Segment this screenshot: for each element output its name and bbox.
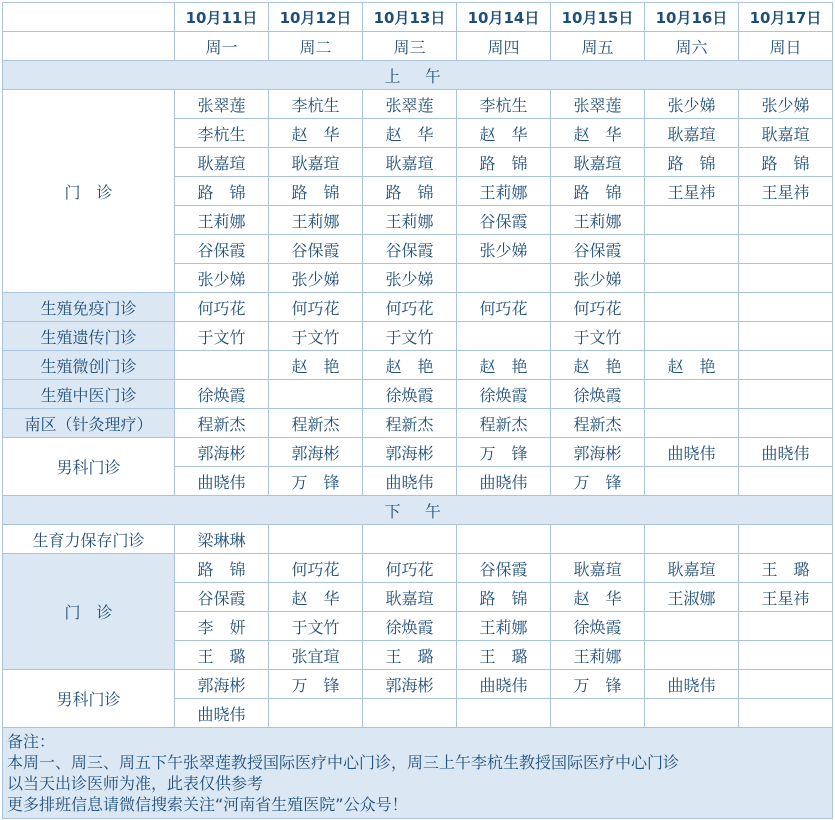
doctor-cell: [363, 525, 457, 554]
doctor-cell: 路 锦: [457, 583, 551, 612]
doctor-cell: 何巧花: [175, 293, 269, 322]
doctor-cell: 徐焕霞: [175, 380, 269, 409]
doctor-cell: [739, 322, 833, 351]
table-row: [3, 525, 833, 554]
doctor-cell: 张少娣: [175, 264, 269, 293]
weekday-header: 周六: [645, 32, 739, 61]
afternoon-title: 下 午: [3, 496, 833, 525]
table-row: [3, 322, 833, 351]
doctor-cell: 王 璐: [175, 641, 269, 670]
doctor-cell: 徐焕霞: [551, 380, 645, 409]
doctor-cell: 耿嘉瑄: [645, 119, 739, 148]
doctor-cell: 于文竹: [551, 322, 645, 351]
date-header: 10月12日: [269, 3, 363, 32]
department-label: 生殖遗传门诊: [3, 322, 175, 351]
doctor-cell: 万 锋: [457, 438, 551, 467]
doctor-cell: 赵 艳: [457, 351, 551, 380]
doctor-cell: 谷保霞: [551, 235, 645, 264]
doctor-cell: 于文竹: [175, 322, 269, 351]
weekday-header: 周五: [551, 32, 645, 61]
doctor-cell: 路 锦: [175, 554, 269, 583]
doctor-cell: 耿嘉瑄: [363, 148, 457, 177]
doctor-cell: [363, 699, 457, 728]
date-header-row: [3, 3, 833, 32]
doctor-cell: 路 锦: [363, 177, 457, 206]
doctor-cell: [739, 409, 833, 438]
schedule-table: [2, 2, 833, 819]
doctor-cell: 曲晓伟: [175, 467, 269, 496]
doctor-cell: 路 锦: [739, 148, 833, 177]
date-header: 10月15日: [551, 3, 645, 32]
doctor-cell: 王星祎: [739, 583, 833, 612]
doctor-cell: 郭海彬: [363, 438, 457, 467]
doctor-cell: [645, 322, 739, 351]
doctor-cell: [645, 612, 739, 641]
doctor-cell: 郭海彬: [269, 438, 363, 467]
afternoon-title-row: [3, 496, 833, 525]
doctor-cell: 谷保霞: [457, 206, 551, 235]
weekday-header: 周四: [457, 32, 551, 61]
remark-line: 更多排班信息请微信搜索关注“河南省生殖医院”公众号！: [7, 795, 408, 814]
date-header: 10月11日: [175, 3, 269, 32]
doctor-cell: 张翠莲: [175, 90, 269, 119]
weekday-header: 周一: [175, 32, 269, 61]
doctor-cell: 王莉娜: [457, 612, 551, 641]
doctor-cell: 谷保霞: [269, 235, 363, 264]
doctor-cell: 万 锋: [269, 467, 363, 496]
doctor-cell: 王 璐: [457, 641, 551, 670]
doctor-cell: [269, 699, 363, 728]
doctor-cell: 赵 艳: [551, 351, 645, 380]
remarks-cell: [3, 728, 833, 819]
doctor-cell: 耿嘉瑄: [269, 148, 363, 177]
doctor-cell: [645, 264, 739, 293]
doctor-cell: [739, 699, 833, 728]
doctor-cell: 赵 艳: [645, 351, 739, 380]
doctor-cell: 耿嘉瑄: [175, 148, 269, 177]
doctor-cell: 赵 艳: [269, 351, 363, 380]
doctor-cell: [739, 612, 833, 641]
doctor-cell: 何巧花: [269, 554, 363, 583]
table-row: [3, 670, 833, 699]
remarks-row: [3, 728, 833, 819]
corner-cell: [3, 3, 175, 32]
morning-title-row: [3, 61, 833, 90]
doctor-cell: 王莉娜: [551, 206, 645, 235]
doctor-cell: [645, 380, 739, 409]
doctor-cell: 耿嘉瑄: [739, 119, 833, 148]
doctor-cell: 李杭生: [269, 90, 363, 119]
doctor-cell: 万 锋: [551, 467, 645, 496]
doctor-cell: 何巧花: [363, 293, 457, 322]
date-header: 10月14日: [457, 3, 551, 32]
doctor-cell: 赵 华: [269, 119, 363, 148]
doctor-cell: 耿嘉瑄: [551, 554, 645, 583]
doctor-cell: 何巧花: [269, 293, 363, 322]
doctor-cell: 赵 艳: [363, 351, 457, 380]
doctor-cell: [551, 525, 645, 554]
doctor-cell: [457, 525, 551, 554]
doctor-cell: 赵 华: [551, 583, 645, 612]
doctor-cell: 赵 华: [363, 119, 457, 148]
doctor-cell: [645, 641, 739, 670]
doctor-cell: 曲晓伟: [175, 699, 269, 728]
doctor-cell: 张少娣: [457, 235, 551, 264]
doctor-cell: 曲晓伟: [645, 670, 739, 699]
doctor-cell: [739, 235, 833, 264]
doctor-cell: [269, 380, 363, 409]
doctor-cell: 梁琳琳: [175, 525, 269, 554]
doctor-cell: [645, 409, 739, 438]
department-label: 生殖微创门诊: [3, 351, 175, 380]
doctor-cell: 程新杰: [175, 409, 269, 438]
weekday-header: 周三: [363, 32, 457, 61]
doctor-cell: 曲晓伟: [645, 438, 739, 467]
doctor-cell: 李杭生: [457, 90, 551, 119]
doctor-cell: 赵 华: [551, 119, 645, 148]
doctor-cell: 耿嘉瑄: [551, 148, 645, 177]
doctor-cell: 路 锦: [457, 148, 551, 177]
doctor-cell: 谷保霞: [457, 554, 551, 583]
doctor-cell: 程新杰: [363, 409, 457, 438]
doctor-cell: 程新杰: [269, 409, 363, 438]
date-header: 10月13日: [363, 3, 457, 32]
doctor-cell: 谷保霞: [175, 235, 269, 264]
morning-title: 上 午: [3, 61, 833, 90]
doctor-cell: 赵 华: [269, 583, 363, 612]
doctor-cell: 万 锋: [269, 670, 363, 699]
doctor-cell: 王 璐: [363, 641, 457, 670]
weekday-header: 周二: [269, 32, 363, 61]
table-row: [3, 90, 833, 119]
doctor-cell: [551, 699, 645, 728]
doctor-cell: [457, 264, 551, 293]
doctor-cell: [645, 206, 739, 235]
doctor-cell: 郭海彬: [551, 438, 645, 467]
doctor-cell: 张翠莲: [551, 90, 645, 119]
doctor-cell: 王星祎: [739, 177, 833, 206]
doctor-cell: 王淑娜: [645, 583, 739, 612]
doctor-cell: 张少娣: [269, 264, 363, 293]
doctor-cell: 王莉娜: [269, 206, 363, 235]
doctor-cell: 程新杰: [551, 409, 645, 438]
department-label: 生殖中医门诊: [3, 380, 175, 409]
doctor-cell: 王莉娜: [457, 177, 551, 206]
table-row: [3, 438, 833, 467]
remark-line: 备注：: [7, 732, 56, 751]
department-label: 生殖免疫门诊: [3, 293, 175, 322]
doctor-cell: 李 妍: [175, 612, 269, 641]
doctor-cell: 张宜瑄: [269, 641, 363, 670]
doctor-cell: [457, 322, 551, 351]
doctor-cell: 徐焕霞: [363, 380, 457, 409]
doctor-cell: 张少娣: [363, 264, 457, 293]
table-row: [3, 554, 833, 583]
doctor-cell: [739, 380, 833, 409]
doctor-cell: 谷保霞: [363, 235, 457, 264]
doctor-cell: [645, 525, 739, 554]
doctor-cell: 路 锦: [551, 177, 645, 206]
doctor-cell: 张翠莲: [363, 90, 457, 119]
doctor-cell: 李杭生: [175, 119, 269, 148]
department-label: 生育力保存门诊: [3, 525, 175, 554]
table-row: [3, 351, 833, 380]
doctor-cell: 曲晓伟: [457, 670, 551, 699]
table-row: [3, 293, 833, 322]
doctor-cell: 路 锦: [175, 177, 269, 206]
doctor-cell: [739, 641, 833, 670]
doctor-cell: 于文竹: [269, 322, 363, 351]
doctor-cell: [175, 351, 269, 380]
doctor-cell: [739, 351, 833, 380]
doctor-cell: 王莉娜: [363, 206, 457, 235]
department-label: 门 诊: [3, 554, 175, 670]
department-label: 门 诊: [3, 90, 175, 293]
doctor-cell: 张少娣: [551, 264, 645, 293]
doctor-cell: 于文竹: [269, 612, 363, 641]
doctor-cell: 曲晓伟: [457, 467, 551, 496]
table-row: [3, 380, 833, 409]
date-header: 10月17日: [739, 3, 833, 32]
doctor-cell: 张少娣: [645, 90, 739, 119]
doctor-cell: [739, 467, 833, 496]
doctor-cell: 万 锋: [551, 670, 645, 699]
doctor-cell: 王 璐: [739, 554, 833, 583]
doctor-cell: [739, 525, 833, 554]
doctor-cell: 郭海彬: [363, 670, 457, 699]
doctor-cell: 路 锦: [645, 148, 739, 177]
doctor-cell: [269, 525, 363, 554]
corner-cell: [3, 32, 175, 61]
doctor-cell: 郭海彬: [175, 670, 269, 699]
doctor-cell: [739, 670, 833, 699]
doctor-cell: [645, 293, 739, 322]
doctor-cell: 徐焕霞: [457, 380, 551, 409]
doctor-cell: 张少娣: [739, 90, 833, 119]
doctor-cell: [739, 293, 833, 322]
doctor-cell: 耿嘉瑄: [645, 554, 739, 583]
doctor-cell: 王莉娜: [551, 641, 645, 670]
doctor-cell: 耿嘉瑄: [363, 583, 457, 612]
doctor-cell: 路 锦: [269, 177, 363, 206]
doctor-cell: 何巧花: [457, 293, 551, 322]
doctor-cell: 赵 华: [457, 119, 551, 148]
weekday-header-row: [3, 32, 833, 61]
doctor-cell: 何巧花: [363, 554, 457, 583]
doctor-cell: 王星祎: [645, 177, 739, 206]
doctor-cell: 于文竹: [363, 322, 457, 351]
department-label: 男科门诊: [3, 438, 175, 496]
remark-line: 本周一、周三、周五下午张翠莲教授国际医疗中心门诊，周三上午李杭生教授国际医疗中心门诊: [7, 753, 680, 772]
doctor-cell: 谷保霞: [175, 583, 269, 612]
doctor-cell: 徐焕霞: [363, 612, 457, 641]
doctor-cell: 曲晓伟: [739, 438, 833, 467]
department-label: 男科门诊: [3, 670, 175, 728]
doctor-cell: 郭海彬: [175, 438, 269, 467]
department-label: 南区（针灸理疗）: [3, 409, 175, 438]
doctor-cell: [645, 467, 739, 496]
doctor-cell: 何巧花: [551, 293, 645, 322]
doctor-cell: 程新杰: [457, 409, 551, 438]
doctor-cell: 曲晓伟: [363, 467, 457, 496]
date-header: 10月16日: [645, 3, 739, 32]
doctor-cell: [457, 699, 551, 728]
doctor-cell: [739, 264, 833, 293]
doctor-cell: [645, 699, 739, 728]
weekday-header: 周日: [739, 32, 833, 61]
doctor-cell: [645, 235, 739, 264]
doctor-cell: 徐焕霞: [551, 612, 645, 641]
doctor-cell: 王莉娜: [175, 206, 269, 235]
table-row: [3, 409, 833, 438]
remark-line: 以当天出诊医师为准，此表仅供参考: [7, 774, 264, 793]
doctor-cell: [739, 206, 833, 235]
